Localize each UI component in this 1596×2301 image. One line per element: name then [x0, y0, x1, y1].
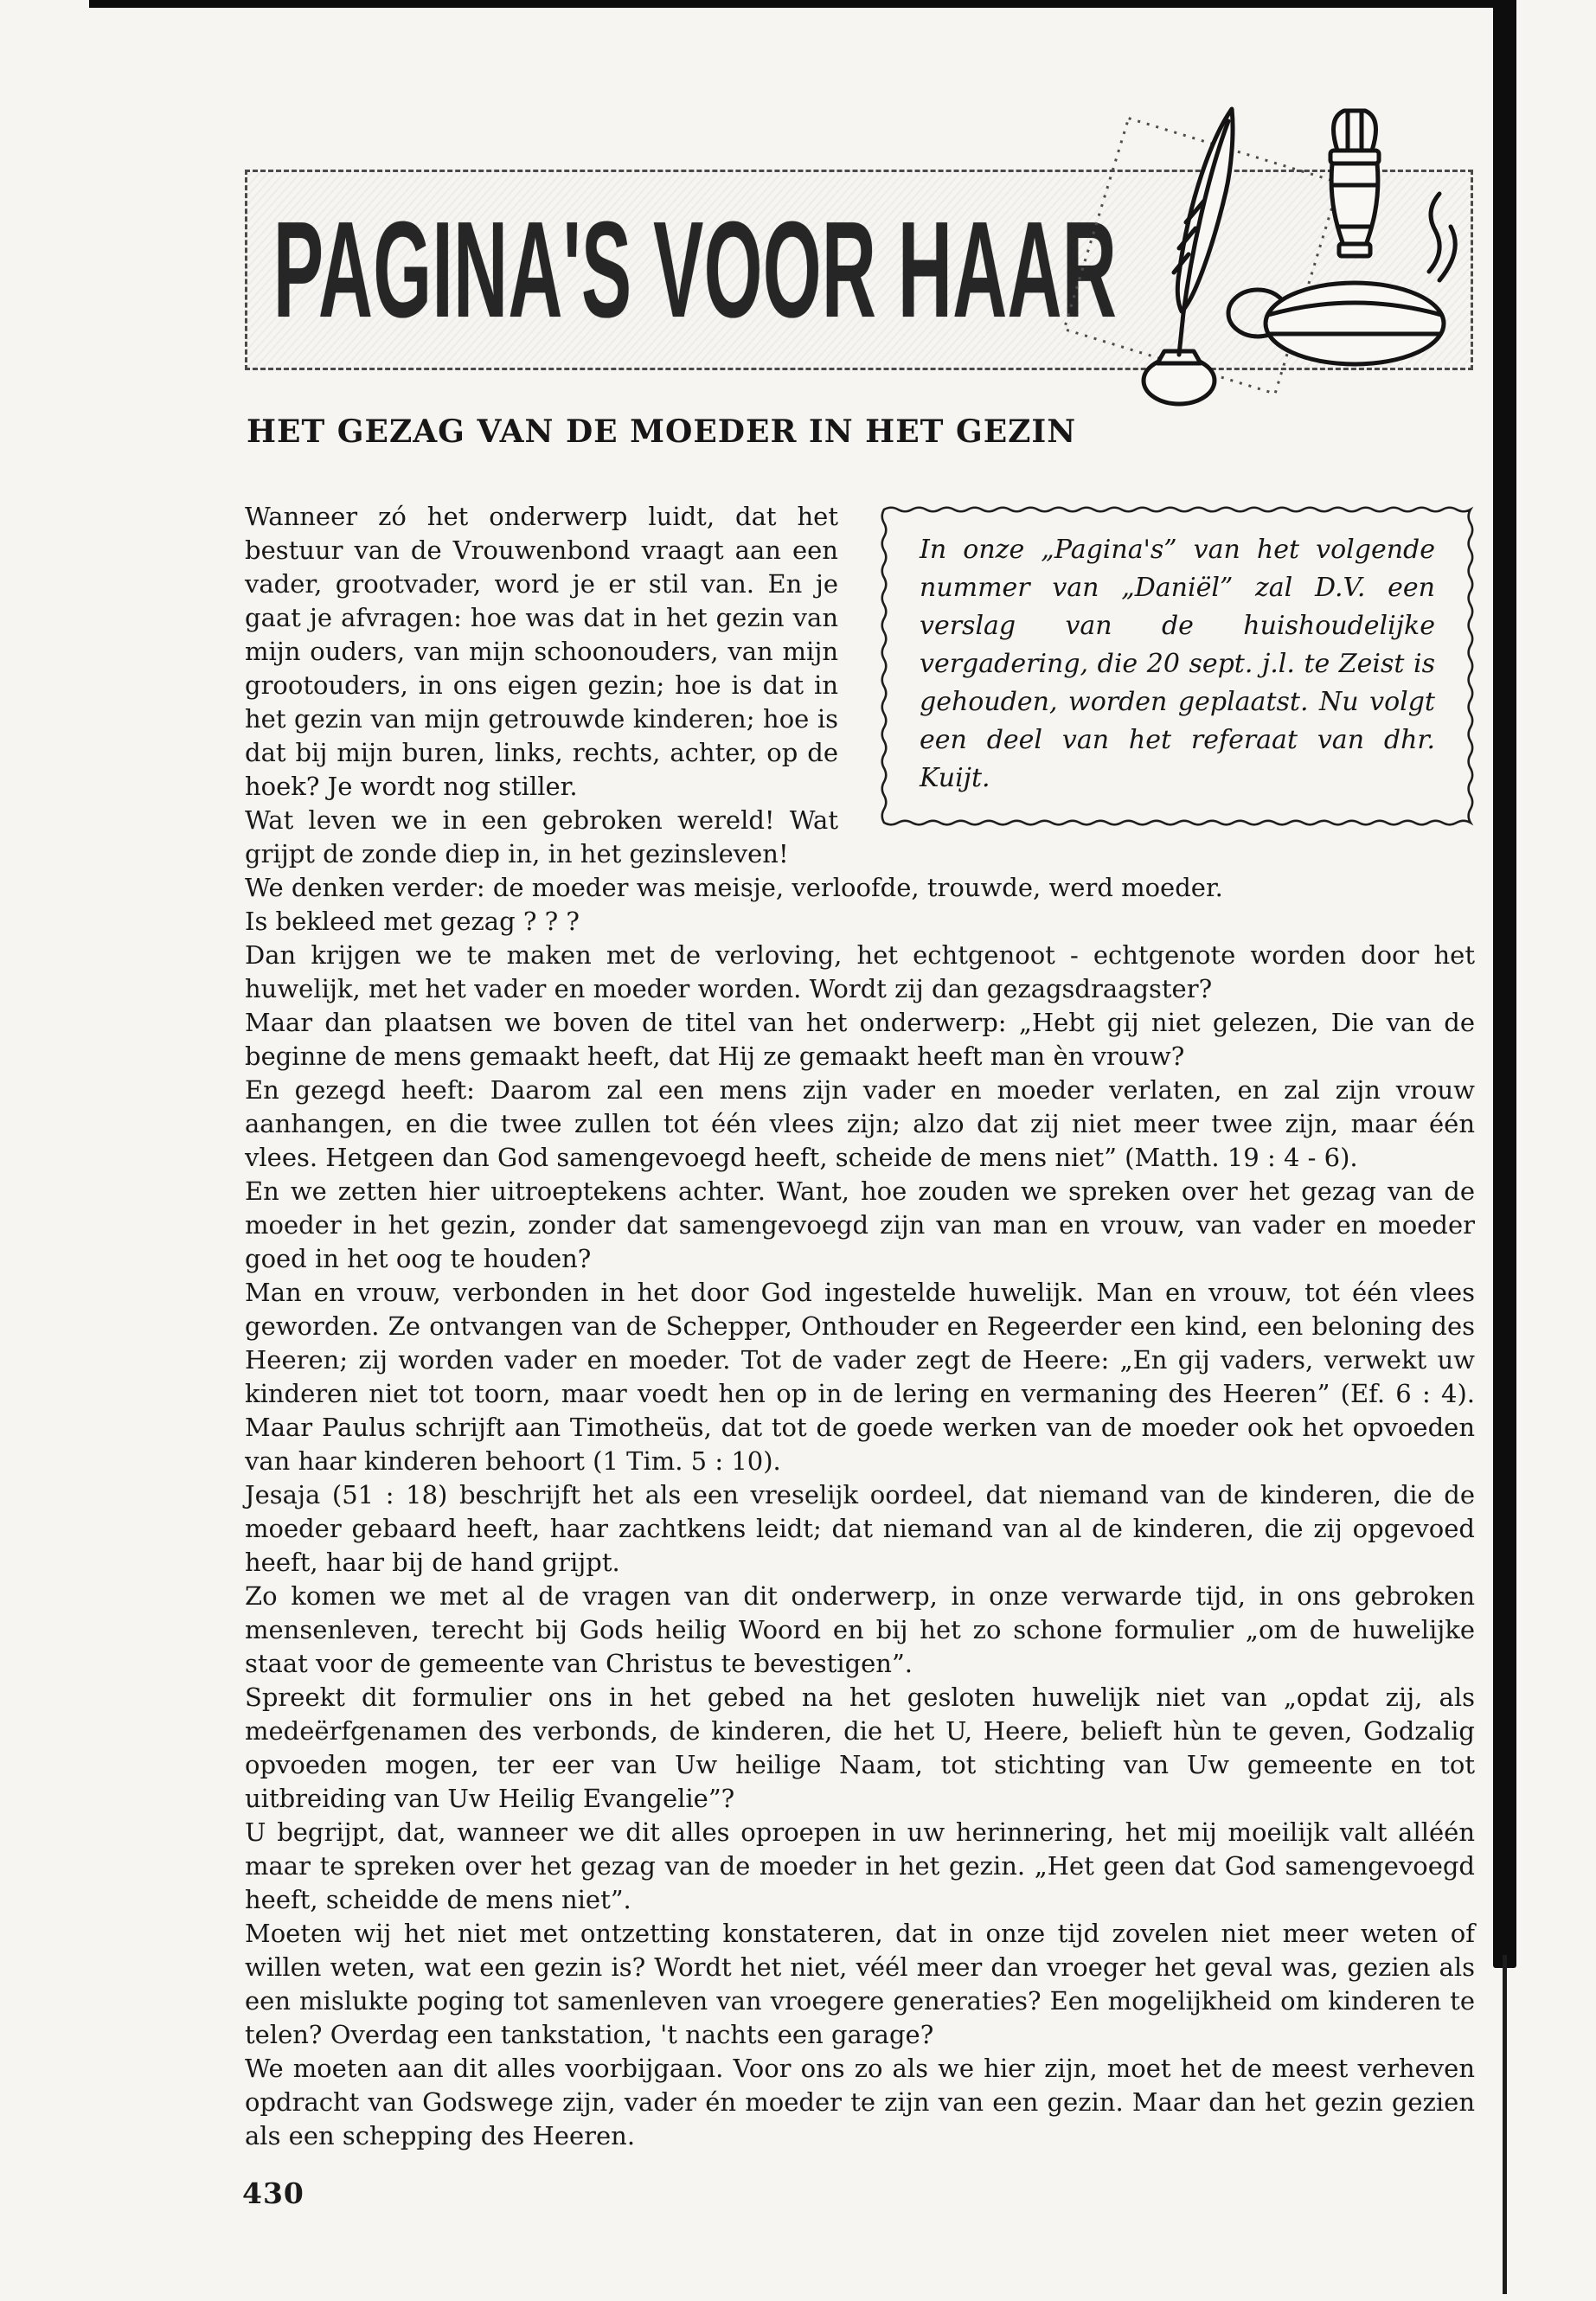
article-title: HET GEZAG VAN DE MOEDER IN HET GEZIN	[247, 413, 1077, 450]
paragraph: Moeten wij het niet met ontzetting konstateren, dat in onze tijd zovelen niet meer weten of willen weten, wat een gezin is? Wordt het niet, véél meer dan vroeger het geval was, gezien als een mislukte poging tot samenleven van vroegere generaties? Een mogelijkheid om kinderen te telen? Overdag een tankstation, 't nachts een garage?	[245, 1919, 1475, 2049]
paragraph: Jesaja (51 : 18) beschrijft het als een vreselijk oordeel, dat niemand van de kinderen, die de moeder gebaard heeft, haar zachtkens leidt; dat niemand van al de kinderen, die zij opgevoed heeft, haar bij de hand grijpt.	[245, 1480, 1475, 1577]
scan-artifact-right-bar	[1493, 4, 1516, 1968]
paragraph: Man en vrouw, verbonden in het door God ingestelde huwelijk. Man en vrouw, tot één vlees geworden. Ze ontvangen van de Schepper, Onthouder en Regeerder een kind, een beloning des Heeren; zij worden vader en moeder. Tot de vader zegt de Heere: „En gij vaders, verwekt uw kinderen niet tot toorn, maar voedt hen op in de lering en vermaning des Heeren” (Ef. 6 : 4). Maar Paulus schrijft aan Timotheüs, dat tot de goede werken van de moeder ook het opvoeden van haar kinderen behoort (1 Tim. 5 : 10).	[245, 1278, 1475, 1476]
smoke-icon	[1429, 194, 1455, 280]
paragraph: Wat leven we in een gebroken wereld! Wat grijpt de zonde diep in, in het gezinsleven!	[245, 805, 838, 868]
paragraph: Spreekt dit formulier ons in het gebed na het gesloten huwelijk niet van „opdat zij, als medeërfgenamen des verbonds, de kinderen, die het U, Heere, belieft hùn te geven, Godzalig opvoeden mogen, ter eer van Uw heilige Naam, tot stichting van Uw gemeente en tot uitbreiding van Uw Heilig Evangelie”?	[245, 1682, 1475, 1813]
paragraph: En we zetten hier uitroeptekens achter. Want, hoe zouden we spreken over het gezag van de moeder in het gezin, zonder dat samengevoegd zijn van man en vrouw, van vader en moeder goed in het oog te houden?	[245, 1176, 1475, 1273]
scan-artifact-right-bar-thin	[1503, 1955, 1507, 2294]
paragraph: Is bekleed met gezag ? ? ?	[245, 907, 580, 936]
page-number: 430	[242, 2176, 304, 2210]
paragraph: Zo komen we met al de vragen van dit onderwerp, in onze verwarde tijd, in ons gebroken mensenleven, terecht bij Gods heilig Woord en bij het zo schone formulier „om de huwelijke staat voor de gemeente van Christus te bevestigen”.	[245, 1581, 1475, 1678]
paragraph: Dan krijgen we te maken met de verloving, het echtgenoot - echtgenote worden door het huwelijk, met het vader en moeder worden. Wordt zij dan gezagsdraagster?	[245, 940, 1475, 1003]
inset-note-text: In onze „Pagina's” van het volgende nummer van „Daniël” zal D.V. een verslag van de huishoudelijke vergadering, die 20 sept. j.l. te Zeist is gehouden, worden geplaatst. Nu volgt een deel van het referaat van dhr. Kuijt.	[920, 535, 1435, 793]
quill-inkwell-icon	[1144, 109, 1233, 404]
scan-artifact-top-line	[89, 0, 1516, 8]
paragraph: U begrijpt, dat, wanneer we dit alles oproepen in uw herinnering, het mij moeilijk valt alléén maar te spreken over het gezag van de moeder in het gezin. „Het geen dat God samengevoegd heeft, scheidde de mens niet”.	[245, 1817, 1475, 1914]
inset-note-box	[880, 505, 1475, 827]
paragraph: En gezegd heeft: Daarom zal een mens zijn vader en moeder verlaten, en zal zijn vrouw aanhangen, en die twee zullen tot één vlees zijn; alzo dat zij niet meer twee zijn, maar één vlees. Hetgeen dan God samengevoegd heeft, scheide de mens niet” (Matth. 19 : 4 - 6).	[245, 1075, 1475, 1172]
banner-title: PAGINA'S VOOR HAAR	[273, 194, 1118, 346]
paragraph: We denken verder: de moeder was meisje, verloofde, trouwde, werd moeder.	[245, 873, 1223, 902]
section-banner	[245, 170, 1473, 370]
paragraph: Maar dan plaatsen we boven de titel van het onderwerp: „Hebt gij niet gelezen, Die van de beginne de mens gemaakt heeft, dat Hij ze gemaakt heeft man èn vrouw?	[245, 1008, 1475, 1071]
article-body	[245, 500, 1475, 2153]
oil-lamp-icon	[1228, 111, 1444, 364]
paragraph: We moeten aan dit alles voorbijgaan. Voor ons zo als we hier zijn, moet het de meest verheven opdracht van Godswege zijn, vader én moeder te zijn van een gezin. Maar dan het gezin gezien als een schepping des Heeren.	[245, 2054, 1475, 2150]
paragraph: Wanneer zó het onderwerp luidt, dat het bestuur van de Vrouwenbond vraagt aan een vader, grootvader, word je er stil van. En je gaat je afvragen: hoe was dat in het gezin van mijn ouders, van mijn schoonouders, van mijn grootouders, in ons eigen gezin; hoe is dat in het gezin van mijn getrouwde kinderen; hoe is dat bij mijn buren, links, rechts, achter, op de hoek? Je wordt nog stiller.	[245, 502, 838, 801]
banner-illustration	[1009, 99, 1458, 419]
